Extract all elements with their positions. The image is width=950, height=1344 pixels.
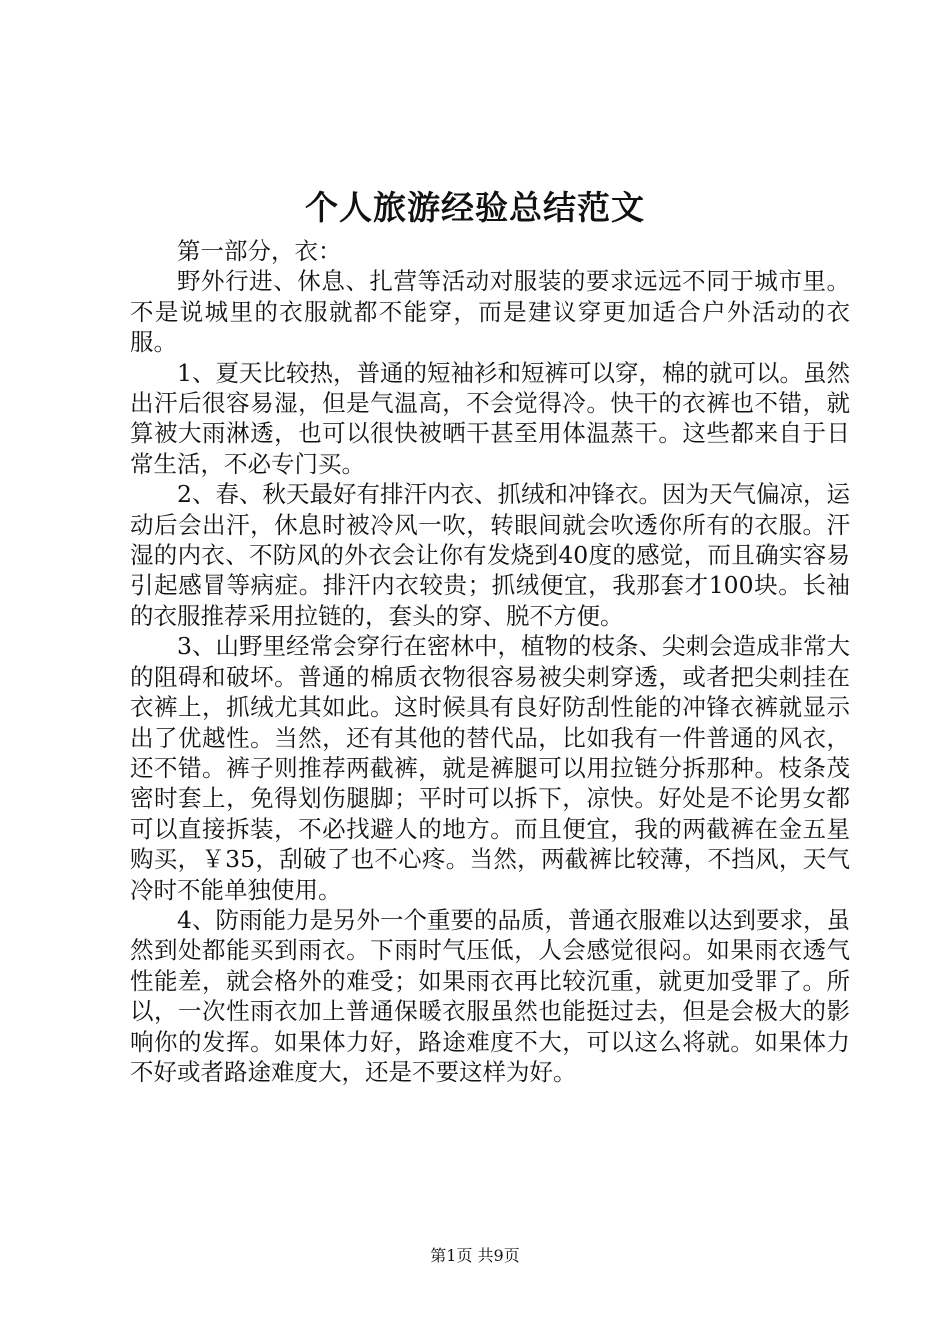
paragraph-summer: 1、夏天比较热，普通的短袖衫和短裤可以穿，棉的就可以。虽然出汗后很容易湿，但是气温高，不会觉得冷。快干的衣裤也不错，就算被大雨淋透，也可以很快被晒干甚至用体温蒸干。这些都来自于日常生活，不必专门买。	[130, 358, 850, 478]
page-number-footer: 第1页 共9页	[430, 1246, 520, 1265]
paragraph-intro: 野外行进、休息、扎营等活动对服装的要求远远不同于城市里。不是说城里的衣服就都不能穿，而是建议穿更加适合户外活动的衣服。	[130, 267, 850, 357]
document-title: 个人旅游经验总结范文	[305, 188, 645, 227]
paragraph-spring-autumn: 2、春、秋天最好有排汗内衣、抓绒和冲锋衣。因为天气偏凉，运动后会出汗，休息时被冷风一吹，转眼间就会吹透你所有的衣服。汗湿的内衣、不防风的外衣会让你有发烧到40度的感觉，而且确实容易引起感冒等病症。排汗内衣较贵；抓绒便宜，我那套才100块。长袖的衣服推荐采用拉链的，套头的穿、脱不方便。	[130, 480, 850, 630]
document-body	[130, 236, 850, 1087]
paragraph-forest: 3、山野里经常会穿行在密林中，植物的枝条、尖刺会造成非常大的阻碍和破坏。普通的棉质衣物很容易被尖刺穿透，或者把尖刺挂在衣裤上，抓绒尤其如此。这时候具有良好防刮性能的冲锋衣裤就显示出了优越性。当然，还有其他的替代品，比如我有一件普通的风衣，还不错。裤子则推荐两截裤，就是裤腿可以用拉链分拆那种。枝条茂密时套上，免得划伤腿脚；平时可以拆下，凉快。好处是不论男女都可以直接拆装，不必找避人的地方。而且便宜，我的两截裤在金五星购买，￥35，刮破了也不心疼。当然，两截裤比较薄，不挡风，天气冷时不能单独使用。	[130, 632, 850, 904]
paragraph-rain: 4、防雨能力是另外一个重要的品质，普通衣服难以达到要求，虽然到处都能买到雨衣。下雨时气压低，人会感觉很闷。如果雨衣透气性能差，就会格外的难受；如果雨衣再比较沉重，就更加受罪了。所以，一次性雨衣加上普通保暖衣服虽然也能挺过去，但是会极大的影响你的发挥。如果体力好，路途难度不大，可以这么将就。如果体力不好或者路途难度大，还是不要这样为好。	[130, 905, 850, 1086]
paragraph-heading: 第一部分，衣：	[177, 237, 342, 265]
